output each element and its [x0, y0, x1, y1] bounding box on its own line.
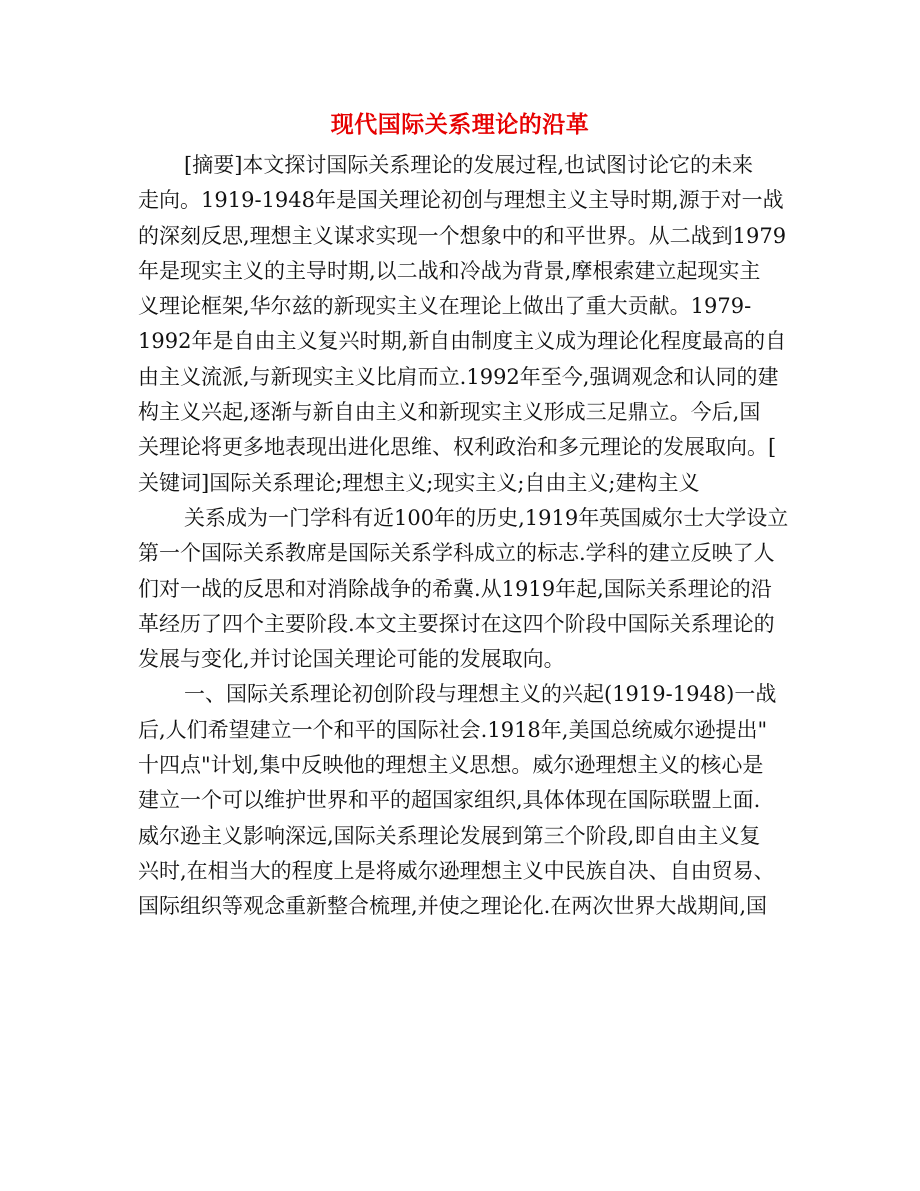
section-one-line: 十四点"计划,集中反映他的理想主义思想。威尔逊理想主义的核心是	[138, 753, 764, 778]
intro-line: 发展与变化,并讨论国关理论可能的发展取向。	[138, 647, 565, 672]
abstract-line: 的深刻反思,理想主义谋求实现一个想象中的和平世界。从二战到1979	[138, 223, 787, 248]
section-one-line: 国际组织等观念重新整合梳理,并使之理论化.在两次世界大战期间,国	[138, 894, 768, 919]
abstract-line: 关键词]国际关系理论;理想主义;现实主义;自由主义;建构主义	[138, 470, 700, 495]
abstract-line: 由主义流派,与新现实主义比肩而立.1992年至今,强调观念和认同的建	[138, 364, 779, 389]
abstract-paragraph	[138, 148, 787, 501]
document-body	[138, 148, 789, 925]
section-one-line: 后,人们希望建立一个和平的国际社会.1918年,美国总统威尔逊提出"	[138, 717, 768, 742]
section-one-line: 建立一个可以维护世界和平的超国家组织,具体体现在国际联盟上面.	[138, 788, 761, 813]
abstract-line: 关理论将更多地表现出进化思维、权利政治和多元理论的发展取向。[	[138, 435, 777, 460]
section-one-line: 威尔逊主义影响深远,国际关系理论发展到第三个阶段,即自由主义复	[138, 823, 761, 848]
abstract-line: 走向。1919-1948年是国关理论初创与理想主义主导时期,源于对一战	[138, 188, 784, 213]
intro-line: 第一个国际关系教席是国际关系学科成立的标志.学科的建立反映了人	[138, 541, 775, 566]
abstract-line: 构主义兴起,逐渐与新自由主义和新现实主义形成三足鼎立。今后,国	[138, 400, 761, 425]
intro-line: 们对一战的反思和对消除战争的希冀.从1919年起,国际关系理论的沿	[138, 576, 772, 601]
abstract-line: [摘要]本文探讨国际关系理论的发展过程,也试图讨论它的未来	[184, 153, 754, 177]
intro-line: 关系成为一门学科有近100年的历史,1919年英国威尔士大学设立	[184, 505, 789, 530]
intro-line: 革经历了四个主要阶段.本文主要探讨在这四个阶段中国际关系理论的	[138, 611, 775, 636]
section-one-line: 一、国际关系理论初创阶段与理想主义的兴起(1919-1948)一战	[184, 682, 777, 707]
abstract-line: 1992年是自由主义复兴时期,新自由制度主义成为理论化程度最高的自	[138, 329, 787, 354]
document-title: 现代国际关系理论的沿革	[330, 111, 590, 138]
intro-paragraph	[138, 501, 789, 677]
abstract-line: 年是现实主义的主导时期,以二战和冷战为背景,摩根索建立起现实主	[138, 258, 761, 283]
abstract-line: 义理论框架,华尔兹的新现实主义在理论上做出了重大贡献。1979-	[138, 294, 752, 319]
section-one-line: 兴时,在相当大的程度上是将威尔逊理想主义中民族自决、自由贸易、	[138, 858, 775, 883]
section-one-paragraph	[138, 677, 778, 924]
